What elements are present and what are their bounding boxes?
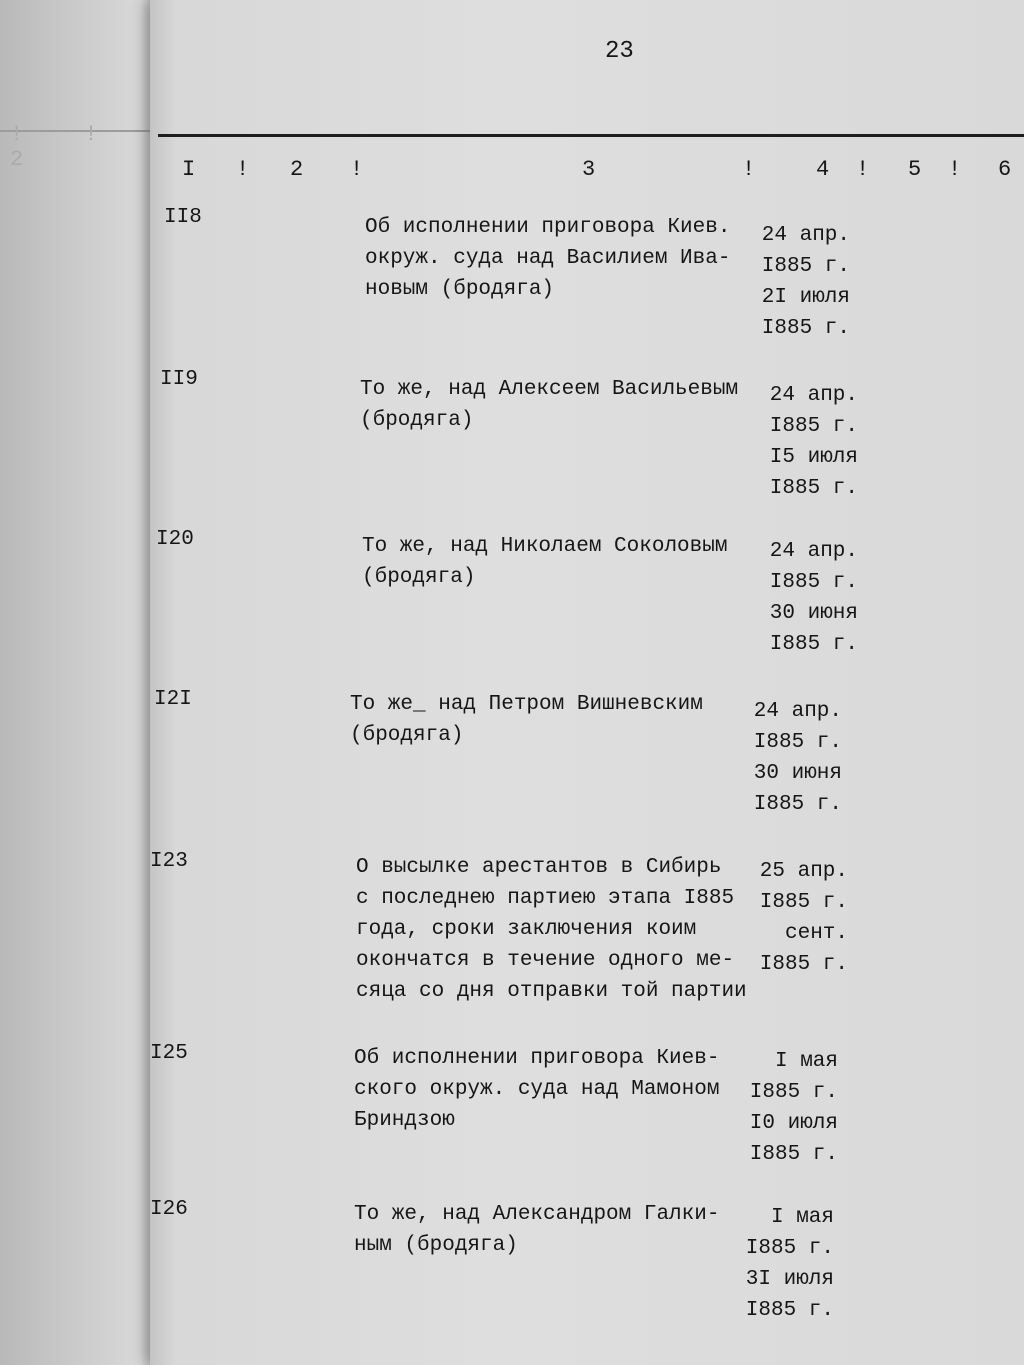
- title-line: ным (бродяга): [354, 1234, 518, 1257]
- facing-page: [0, 0, 160, 1365]
- date-line: 24 апр.: [769, 540, 858, 563]
- entry-title: [350, 689, 780, 751]
- page-number: 23: [605, 38, 634, 65]
- column-header-4: 4: [816, 157, 830, 182]
- entry-number: I2I: [154, 688, 192, 711]
- entry-title: [354, 1199, 784, 1261]
- title-line: с последнею партиею этапа I885: [356, 887, 735, 910]
- column-header-1: I: [182, 157, 196, 182]
- date-line: I885 г.: [749, 1081, 838, 1104]
- column-separator: !: [236, 157, 250, 182]
- date-line: I885 г.: [759, 891, 848, 914]
- entry-title: [354, 1043, 784, 1136]
- title-line: То же_ над Петром Вишневским: [350, 693, 703, 716]
- column-separator: !: [742, 157, 756, 182]
- title-line: То же, над Николаем Соколовым: [362, 535, 728, 558]
- entry-dates: [746, 220, 850, 344]
- entry-title: [365, 212, 795, 305]
- title-line: Об исполнении приговора Киев-: [354, 1047, 720, 1070]
- title-line: То же, над Алексеем Васильевым: [360, 378, 739, 401]
- title-line: Бриндзою: [354, 1109, 455, 1132]
- date-line: I5 июля: [769, 446, 858, 469]
- date-line: 2I июля: [761, 286, 850, 309]
- entry-dates: [746, 380, 858, 504]
- title-line: новым (бродяга): [365, 278, 555, 301]
- entry-title: [362, 531, 792, 593]
- date-line: I885 г.: [759, 953, 848, 976]
- title-line: сяца со дня отправки той партии: [356, 980, 747, 1003]
- document-page: [150, 0, 1024, 1365]
- date-line: 30 июня: [769, 602, 858, 625]
- entry-number: I26: [150, 1198, 188, 1221]
- title-line: (бродяга): [360, 409, 474, 432]
- date-line: I885 г.: [761, 317, 850, 340]
- entry-dates: [746, 536, 858, 660]
- column-separator: !: [856, 157, 870, 182]
- date-line: 24 апр.: [761, 224, 850, 247]
- title-line: года, сроки заключения коим: [356, 918, 697, 941]
- date-line: I885 г.: [761, 255, 850, 278]
- title-line: О высылке арестантов в Сибирь: [356, 856, 722, 879]
- date-line: сент.: [784, 922, 848, 945]
- column-separator: !: [948, 157, 962, 182]
- date-line: I885 г.: [769, 571, 858, 594]
- title-line: (бродяга): [362, 566, 476, 589]
- date-line: I885 г.: [753, 793, 842, 816]
- title-line: ского окруж. суда над Мамоном: [354, 1078, 720, 1101]
- entry-number: II8: [164, 206, 202, 229]
- date-line: 30 июня: [753, 762, 842, 785]
- entry-dates: [736, 1046, 838, 1170]
- title-line: окончатся в течение одного ме-: [356, 949, 735, 972]
- date-line: 3I июля: [745, 1268, 834, 1291]
- entry-dates: [740, 696, 842, 820]
- column-header-6: 6: [998, 157, 1012, 182]
- entry-number: I20: [156, 528, 194, 551]
- title-line: окруж. суда над Василием Ива-: [365, 247, 731, 270]
- column-header-3: 3: [582, 157, 596, 182]
- entry-dates: [734, 1202, 834, 1326]
- date-line: I885 г.: [745, 1237, 834, 1260]
- column-separator: !: [350, 157, 364, 182]
- date-line: I885 г.: [753, 731, 842, 754]
- entry-number: I25: [150, 1042, 188, 1065]
- date-line: 24 апр.: [753, 700, 842, 723]
- entry-number: II9: [160, 368, 198, 391]
- date-line: I мая: [770, 1206, 834, 1229]
- entry-title: [360, 374, 790, 436]
- date-line: I885 г.: [769, 633, 858, 656]
- column-header-2: 2: [290, 157, 304, 182]
- date-line: I885 г.: [745, 1299, 834, 1322]
- entry-number: I23: [150, 850, 188, 873]
- title-line: Об исполнении приговора Киев.: [365, 216, 731, 239]
- facing-page-marks: ! ! 2: [10, 122, 122, 172]
- column-header-5: 5: [908, 157, 922, 182]
- header-rule: [158, 134, 1024, 137]
- date-line: I885 г.: [769, 415, 858, 438]
- date-line: I0 июля: [749, 1112, 838, 1135]
- title-line: (бродяга): [350, 724, 464, 747]
- entry-title: [356, 852, 786, 1007]
- date-line: 25 апр.: [759, 860, 848, 883]
- title-line: То же, над Александром Галки-: [354, 1203, 720, 1226]
- date-line: 24 апр.: [769, 384, 858, 407]
- date-line: I885 г.: [769, 477, 858, 500]
- date-line: I885 г.: [749, 1143, 838, 1166]
- date-line: I мая: [774, 1050, 838, 1073]
- entry-dates: [740, 856, 848, 980]
